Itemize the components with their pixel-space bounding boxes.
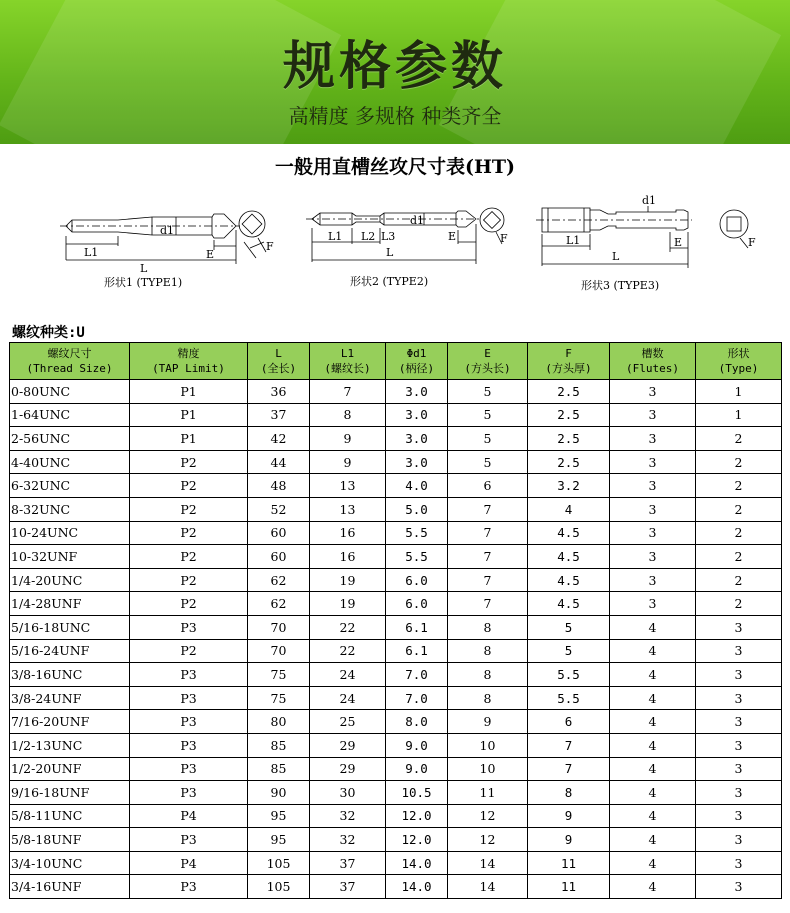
table-row [10, 427, 782, 451]
cell-tap-limit: P3 [130, 710, 248, 734]
column-header-flutes [610, 343, 696, 380]
table-row [10, 710, 782, 734]
cell-tap-limit: P1 [130, 403, 248, 427]
cell-square-thickness: 5 [528, 639, 610, 663]
type2-e-label: E [448, 230, 457, 243]
cell-shank-diameter: 3.0 [386, 450, 448, 474]
cell-type: 3 [696, 828, 782, 852]
cell-square-length: 11 [448, 781, 528, 805]
cell-thread-size: 7/16-20UNF [10, 710, 130, 734]
cell-tap-limit: P2 [130, 639, 248, 663]
table-body [10, 380, 782, 899]
cell-thread-size: 0-80UNC [10, 380, 130, 404]
column-header-thread-size [10, 343, 130, 380]
cell-length: 70 [248, 639, 310, 663]
cell-tap-limit: P3 [130, 875, 248, 899]
table-row [10, 474, 782, 498]
cell-type: 1 [696, 403, 782, 427]
cell-tap-limit: P2 [130, 497, 248, 521]
cell-square-thickness: 8 [528, 781, 610, 805]
table-row [10, 521, 782, 545]
cell-shank-diameter: 3.0 [386, 380, 448, 404]
cell-flutes: 3 [610, 403, 696, 427]
cell-square-length: 8 [448, 639, 528, 663]
cell-length: 36 [248, 380, 310, 404]
cell-flutes: 4 [610, 686, 696, 710]
cell-type: 2 [696, 545, 782, 569]
cell-type: 2 [696, 592, 782, 616]
cell-type: 2 [696, 450, 782, 474]
cell-square-thickness: 9 [528, 804, 610, 828]
type1-f-label: F [266, 240, 274, 253]
cell-square-length: 10 [448, 733, 528, 757]
cell-square-thickness: 5.5 [528, 663, 610, 687]
cell-type: 3 [696, 851, 782, 875]
table-row [10, 380, 782, 404]
spec-table [9, 342, 782, 899]
cell-tap-limit: P2 [130, 450, 248, 474]
table-title: 一般用直槽丝攻尺寸表(HT) [274, 156, 516, 178]
cell-type: 2 [696, 427, 782, 451]
cell-shank-diameter: 8.0 [386, 710, 448, 734]
cell-flutes: 4 [610, 639, 696, 663]
table-row [10, 663, 782, 687]
column-header-title: 槽数 [641, 347, 664, 360]
cell-square-thickness: 2.5 [528, 427, 610, 451]
cell-tap-limit: P3 [130, 733, 248, 757]
cell-shank-diameter: 12.0 [386, 804, 448, 828]
cell-length: 52 [248, 497, 310, 521]
cell-square-length: 12 [448, 828, 528, 852]
type3-f-label: F [748, 236, 756, 249]
cell-thread-length: 24 [310, 686, 386, 710]
cell-thread-length: 37 [310, 875, 386, 899]
cell-type: 3 [696, 875, 782, 899]
cell-flutes: 3 [610, 380, 696, 404]
cell-square-thickness: 5.5 [528, 686, 610, 710]
cell-thread-length: 19 [310, 568, 386, 592]
cell-square-thickness: 2.5 [528, 403, 610, 427]
cell-flutes: 3 [610, 521, 696, 545]
banner-subtitle: 高精度 多规格 种类齐全 [288, 104, 502, 128]
cell-square-length: 7 [448, 521, 528, 545]
cell-thread-size: 6-32UNC [10, 474, 130, 498]
column-header-title: F [565, 347, 572, 360]
type2-l1-label: L1 [328, 230, 343, 243]
cell-thread-length: 22 [310, 639, 386, 663]
cell-thread-size: 1/4-20UNC [10, 568, 130, 592]
cell-type: 2 [696, 521, 782, 545]
cell-thread-length: 16 [310, 545, 386, 569]
column-header-square-thickness [528, 343, 610, 380]
column-header-subtitle: (全长) [260, 362, 297, 375]
type3-l-label: L [612, 250, 620, 263]
cell-length: 95 [248, 804, 310, 828]
table-row [10, 615, 782, 639]
cell-shank-diameter: 6.0 [386, 592, 448, 616]
type1-e-label: E [206, 248, 215, 261]
cell-thread-length: 16 [310, 521, 386, 545]
cell-shank-diameter: 14.0 [386, 851, 448, 875]
cell-thread-length: 25 [310, 710, 386, 734]
cell-shank-diameter: 12.0 [386, 828, 448, 852]
cell-length: 95 [248, 828, 310, 852]
cell-length: 62 [248, 568, 310, 592]
cell-thread-length: 24 [310, 663, 386, 687]
cell-thread-length: 19 [310, 592, 386, 616]
cell-tap-limit: P2 [130, 592, 248, 616]
cell-shank-diameter: 14.0 [386, 875, 448, 899]
cell-square-length: 9 [448, 710, 528, 734]
column-header-thread-length [310, 343, 386, 380]
type1-d1-label: d1 [160, 224, 175, 237]
cell-type: 3 [696, 757, 782, 781]
table-row [10, 568, 782, 592]
cell-type: 1 [696, 380, 782, 404]
cell-tap-limit: P3 [130, 828, 248, 852]
cell-square-length: 14 [448, 875, 528, 899]
cell-thread-length: 7 [310, 380, 386, 404]
cell-thread-size: 1-64UNC [10, 403, 130, 427]
table-row [10, 639, 782, 663]
cell-length: 75 [248, 663, 310, 687]
cell-flutes: 3 [610, 497, 696, 521]
cell-square-length: 6 [448, 474, 528, 498]
cell-shank-diameter: 5.0 [386, 497, 448, 521]
cell-type: 3 [696, 639, 782, 663]
column-header-square-length [448, 343, 528, 380]
cell-flutes: 4 [610, 710, 696, 734]
cell-thread-length: 32 [310, 828, 386, 852]
cell-tap-limit: P3 [130, 663, 248, 687]
type2-d1-label: d1 [410, 214, 425, 227]
cell-shank-diameter: 5.5 [386, 545, 448, 569]
cell-length: 44 [248, 450, 310, 474]
cell-thread-size: 2-56UNC [10, 427, 130, 451]
cell-shank-diameter: 7.0 [386, 686, 448, 710]
cell-shank-diameter: 9.0 [386, 757, 448, 781]
column-header-subtitle: (柄径) [398, 362, 435, 375]
type3-l1-label: L1 [566, 234, 581, 247]
column-header-title: L [275, 347, 282, 360]
cell-thread-size: 5/16-24UNF [10, 639, 130, 663]
cell-square-length: 10 [448, 757, 528, 781]
cell-tap-limit: P3 [130, 757, 248, 781]
cell-square-thickness: 9 [528, 828, 610, 852]
cell-flutes: 4 [610, 781, 696, 805]
cell-type: 3 [696, 663, 782, 687]
cell-length: 105 [248, 851, 310, 875]
cell-type: 2 [696, 497, 782, 521]
type2-l2-label: L2 [361, 230, 376, 243]
cell-length: 70 [248, 615, 310, 639]
column-header-subtitle: (TAP Limit) [152, 362, 225, 375]
cell-flutes: 3 [610, 592, 696, 616]
cell-square-thickness: 3.2 [528, 474, 610, 498]
table-row [10, 828, 782, 852]
cell-shank-diameter: 6.0 [386, 568, 448, 592]
cell-length: 48 [248, 474, 310, 498]
cell-flutes: 3 [610, 568, 696, 592]
table-row [10, 757, 782, 781]
table-row [10, 403, 782, 427]
type1-l-label: L [140, 262, 148, 275]
header-banner [0, 0, 790, 144]
cell-flutes: 3 [610, 427, 696, 451]
cell-tap-limit: P3 [130, 686, 248, 710]
cell-type: 3 [696, 615, 782, 639]
cell-thread-size: 3/8-24UNF [10, 686, 130, 710]
cell-flutes: 4 [610, 875, 696, 899]
cell-shank-diameter: 6.1 [386, 639, 448, 663]
cell-square-thickness: 4 [528, 497, 610, 521]
column-header-subtitle: (Thread Size) [26, 362, 113, 375]
column-header-subtitle: (方头长) [464, 362, 511, 375]
cell-thread-size: 5/16-18UNC [10, 615, 130, 639]
cell-thread-size: 5/8-18UNF [10, 828, 130, 852]
cell-thread-size: 4-40UNC [10, 450, 130, 474]
cell-thread-length: 37 [310, 851, 386, 875]
cell-square-length: 5 [448, 380, 528, 404]
table-row [10, 875, 782, 899]
cell-thread-length: 29 [310, 733, 386, 757]
cell-tap-limit: P3 [130, 781, 248, 805]
cell-tap-limit: P2 [130, 521, 248, 545]
cell-square-thickness: 11 [528, 851, 610, 875]
type2-l-label: L [386, 246, 394, 259]
type3-e-label: E [674, 236, 683, 249]
cell-length: 90 [248, 781, 310, 805]
cell-flutes: 4 [610, 663, 696, 687]
cell-square-thickness: 4.5 [528, 545, 610, 569]
cell-thread-length: 22 [310, 615, 386, 639]
cell-thread-size: 8-32UNC [10, 497, 130, 521]
column-header-tap-limit [130, 343, 248, 380]
table-row [10, 733, 782, 757]
cell-shank-diameter: 9.0 [386, 733, 448, 757]
column-header-length [248, 343, 310, 380]
cell-square-length: 12 [448, 804, 528, 828]
column-header-title: E [484, 347, 491, 360]
cell-shank-diameter: 7.0 [386, 663, 448, 687]
cell-flutes: 4 [610, 851, 696, 875]
cell-shank-diameter: 3.0 [386, 403, 448, 427]
cell-thread-size: 1/2-13UNC [10, 733, 130, 757]
type2-l3-label: L3 [381, 230, 396, 243]
cell-square-length: 5 [448, 450, 528, 474]
tap-shape-drawings [0, 184, 790, 314]
cell-square-length: 5 [448, 403, 528, 427]
cell-thread-length: 13 [310, 474, 386, 498]
cell-thread-size: 1/4-28UNF [10, 592, 130, 616]
cell-square-length: 7 [448, 592, 528, 616]
cell-thread-size: 5/8-11UNC [10, 804, 130, 828]
cell-tap-limit: P2 [130, 474, 248, 498]
cell-thread-length: 8 [310, 403, 386, 427]
cell-square-length: 7 [448, 568, 528, 592]
column-header-subtitle: (方头厚) [545, 362, 592, 375]
table-row [10, 851, 782, 875]
cell-square-thickness: 11 [528, 875, 610, 899]
cell-thread-size: 10-32UNF [10, 545, 130, 569]
cell-flutes: 4 [610, 615, 696, 639]
cell-square-thickness: 5 [528, 615, 610, 639]
cell-shank-diameter: 6.1 [386, 615, 448, 639]
cell-length: 85 [248, 757, 310, 781]
banner-title: 规格参数 [282, 37, 507, 97]
cell-length: 80 [248, 710, 310, 734]
column-header-title: Φd1 [406, 347, 427, 360]
type3-caption: 形状3 (TYPE3) [581, 279, 660, 292]
cell-square-thickness: 7 [528, 757, 610, 781]
cell-tap-limit: P1 [130, 380, 248, 404]
cell-tap-limit: P4 [130, 851, 248, 875]
column-header-title: 精度 [177, 347, 200, 360]
cell-square-thickness: 4.5 [528, 592, 610, 616]
cell-length: 75 [248, 686, 310, 710]
cell-flutes: 3 [610, 545, 696, 569]
dimension-labels [84, 194, 756, 275]
cell-square-thickness: 2.5 [528, 380, 610, 404]
cell-type: 2 [696, 474, 782, 498]
column-header-subtitle: (Flutes) [626, 362, 679, 375]
cell-square-thickness: 6 [528, 710, 610, 734]
cell-length: 85 [248, 733, 310, 757]
table-row [10, 545, 782, 569]
table-row [10, 686, 782, 710]
cell-shank-diameter: 5.5 [386, 521, 448, 545]
cell-flutes: 4 [610, 804, 696, 828]
cell-length: 42 [248, 427, 310, 451]
cell-type: 3 [696, 733, 782, 757]
cell-flutes: 3 [610, 450, 696, 474]
cell-square-thickness: 7 [528, 733, 610, 757]
type1-l1-label: L1 [84, 246, 99, 259]
cell-tap-limit: P1 [130, 427, 248, 451]
column-header-type [696, 343, 782, 380]
cell-tap-limit: P3 [130, 615, 248, 639]
cell-type: 3 [696, 781, 782, 805]
cell-thread-size: 10-24UNC [10, 521, 130, 545]
cell-type: 3 [696, 686, 782, 710]
cell-flutes: 3 [610, 474, 696, 498]
table-row [10, 781, 782, 805]
cell-thread-length: 32 [310, 804, 386, 828]
cell-type: 2 [696, 568, 782, 592]
cell-thread-length: 13 [310, 497, 386, 521]
cell-square-length: 7 [448, 497, 528, 521]
cell-thread-size: 1/2-20UNF [10, 757, 130, 781]
table-row [10, 450, 782, 474]
cell-thread-size: 9/16-18UNF [10, 781, 130, 805]
cell-flutes: 4 [610, 828, 696, 852]
cell-thread-length: 29 [310, 757, 386, 781]
cell-flutes: 4 [610, 757, 696, 781]
cell-square-length: 8 [448, 686, 528, 710]
cell-length: 60 [248, 545, 310, 569]
column-header-title: L1 [340, 347, 355, 360]
column-header-title: 螺纹尺寸 [47, 347, 92, 360]
cell-tap-limit: P2 [130, 545, 248, 569]
cell-shank-diameter: 10.5 [386, 781, 448, 805]
cell-thread-length: 9 [310, 427, 386, 451]
column-header-subtitle: (Type) [718, 362, 759, 375]
column-header-shank-diameter [386, 343, 448, 380]
table-row [10, 592, 782, 616]
cell-shank-diameter: 4.0 [386, 474, 448, 498]
cell-thread-size: 3/8-16UNC [10, 663, 130, 687]
cell-type: 3 [696, 710, 782, 734]
table-row [10, 497, 782, 521]
cell-tap-limit: P2 [130, 568, 248, 592]
cell-shank-diameter: 3.0 [386, 427, 448, 451]
cell-flutes: 4 [610, 733, 696, 757]
cell-square-length: 5 [448, 427, 528, 451]
cell-square-length: 7 [448, 545, 528, 569]
table-header-row [10, 343, 782, 380]
type2-f-label: F [500, 232, 508, 245]
cell-square-thickness: 2.5 [528, 450, 610, 474]
cell-thread-size: 3/4-16UNF [10, 875, 130, 899]
cell-length: 62 [248, 592, 310, 616]
cell-thread-length: 30 [310, 781, 386, 805]
cell-thread-length: 9 [310, 450, 386, 474]
cell-length: 105 [248, 875, 310, 899]
type3-d1-label: d1 [642, 194, 657, 207]
cell-square-thickness: 4.5 [528, 521, 610, 545]
tap-diagrams [0, 184, 790, 314]
cell-length: 60 [248, 521, 310, 545]
type2-caption: 形状2 (TYPE2) [350, 275, 429, 288]
cell-square-length: 8 [448, 663, 528, 687]
cell-thread-size: 3/4-10UNC [10, 851, 130, 875]
cell-type: 3 [696, 804, 782, 828]
cell-square-length: 8 [448, 615, 528, 639]
cell-square-thickness: 4.5 [528, 568, 610, 592]
type1-caption: 形状1 (TYPE1) [104, 276, 183, 289]
cell-tap-limit: P4 [130, 804, 248, 828]
table-row [10, 804, 782, 828]
thread-kind-label: 螺纹种类:U [12, 325, 85, 341]
cell-length: 37 [248, 403, 310, 427]
column-header-title: 形状 [727, 347, 750, 360]
cell-square-length: 14 [448, 851, 528, 875]
column-header-subtitle: (螺纹长) [324, 362, 371, 375]
